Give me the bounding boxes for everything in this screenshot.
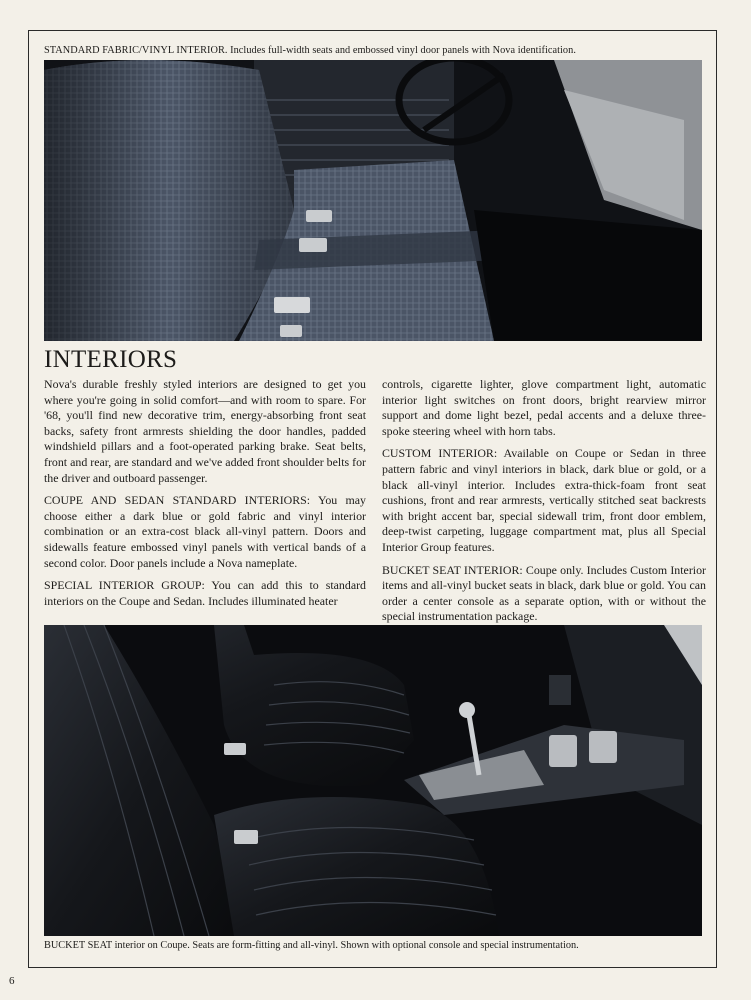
bucket-seat-lead: BUCKET SEAT INTERIOR: [382, 562, 523, 577]
bottom-caption-lead: BUCKET SEAT [44, 940, 112, 951]
coupe-sedan-paragraph [44, 493, 366, 571]
page-title: INTERIORS [44, 346, 178, 373]
custom-interior-paragraph [382, 446, 706, 555]
coupe-sedan-text: You may choose either a dark blue or gold fabric and vinyl interior combination or an extra-cost black all-vinyl pattern. Doors and sidewalls feature embossed vinyl panels with vertical bands of a second color. Door panels include a Nova nameplate. [44, 493, 366, 570]
article-right-column [382, 377, 706, 632]
bench-seat-photo [44, 60, 702, 341]
intro-paragraph: Nova's durable freshly styled interiors are designed to get you where you're going in solid comfort—and with room to spare. For '68, you'll find new decorative trim, energy-absorbing front seat backs, safety front armrests shielding the door handles, padded windshield pillars and a foot-operated parking brake. Seat belts, front and rear, are standard and we've added front shoulder belts for the driver and outboard passenger. [44, 377, 366, 485]
page-number: 6 [9, 975, 15, 987]
bottom-photo-caption [44, 940, 704, 951]
coupe-sedan-lead: COUPE AND SEDAN STANDARD INTERIORS: [44, 493, 311, 508]
bucket-seat-text: Coupe only. Includes Custom Interior items and all-vinyl bucket seats in black, dark blue or gold. You can order a center console as a separate option, with or without the special instrumentation package. [382, 562, 706, 624]
article-left-column [44, 377, 366, 616]
bench-seat-illustration [44, 60, 702, 341]
bucket-seat-paragraph [382, 563, 706, 625]
custom-interior-lead: CUSTOM INTERIOR: [382, 446, 498, 461]
special-group-lead: SPECIAL INTERIOR GROUP: [44, 578, 205, 593]
bucket-seat-photo [44, 625, 702, 936]
special-group-text: You can add this to standard interiors on the Coupe and Sedan. Includes illuminated heater [44, 578, 367, 608]
bucket-seat-illustration [44, 625, 702, 936]
top-caption-lead: STANDARD FABRIC/VINYL INTERIOR. [44, 45, 228, 56]
top-photo-caption [44, 45, 704, 56]
top-caption-text: Includes full-width seats and embossed vinyl door panels with Nova identification. [227, 45, 576, 56]
custom-interior-text: Available on Coupe or Sedan in three pattern fabric and vinyl interiors in black, dark blue or gold, or a black all-vinyl interior. Includes extra-thick-foam front seat cushions, front and rear armrests, vertically stitched seat backrests with bright accent bar, special sidewall trim, front door emblem, deep-twist carpeting, luggage compartment mat, plus all Special Interior Group features. [382, 446, 706, 554]
bottom-caption-text: interior on Coupe. Seats are form-fitting and all-vinyl. Shown with optional console and special instrumentation. [112, 940, 579, 951]
special-group-continued: controls, cigarette lighter, glove compartment light, automatic interior light switches on front doors, bright rearview mirror support and dome light bezel, pedal accents and a deluxe three-spoke steering wheel with horn tabs. [382, 377, 706, 438]
special-group-paragraph [44, 578, 366, 609]
